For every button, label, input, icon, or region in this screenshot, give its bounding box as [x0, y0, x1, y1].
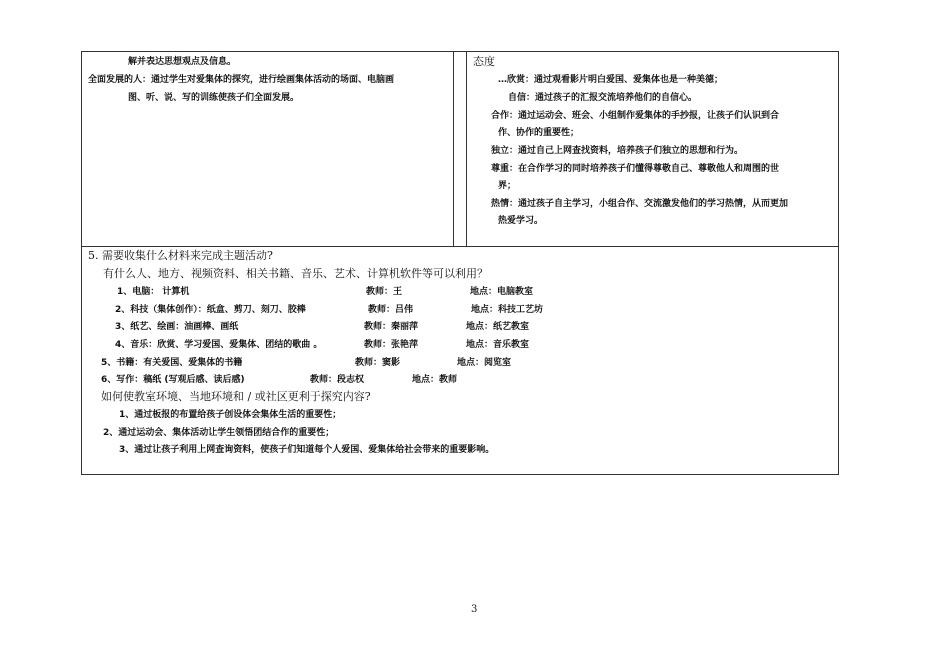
attitude-line: 界； [498, 181, 517, 191]
attitude-line: 热情：通过孩子自主学习，小组合作、交流激发他们的学习热情，从而更加 [491, 199, 789, 209]
section-subtitle: 有什么人、地方、视频资料、相关书籍、音乐、艺术、计算机软件等可以利用？ [103, 267, 488, 280]
environment-answer: 2、通过运动会、集体活动让学生领悟团结合作的重要性； [103, 428, 335, 438]
column-divider-left [453, 51, 454, 246]
environment-answer: 1、通过板报的布置给孩子创设体会集体生活的重要性； [119, 410, 342, 420]
attitude-line: 自信：通过孩子的汇报交流培养他们的自信心。 [508, 93, 698, 103]
resource-item: 6、写作：稿纸 (写观后感、读后感) [101, 375, 245, 385]
attitude-line: 合作：通过运动会、班会、小组制作爱集体的手抄报，让孩子们认识到合 [491, 111, 780, 121]
resource-teacher: 教师：窦影 [355, 358, 401, 368]
resource-place: 地点：教师 [412, 375, 458, 385]
resource-item: 2、科技（集体创作）：纸盒、剪刀、刻刀、胶棒 [115, 305, 306, 315]
left-cell-line-3: 图、听、说、写的训练使孩子们全面发展。 [128, 93, 300, 103]
resource-place: 地点：电脑教室 [470, 287, 534, 297]
column-divider-right [466, 51, 467, 246]
attitude-line: 作、协作的重要性； [498, 128, 580, 138]
resource-item: 5、书籍：有关爱国、爱集体的书籍 [101, 358, 243, 368]
resource-item: 1、电脑： 计算机 [117, 287, 190, 297]
section-title: 5. 需要收集什么材料来完成主题活动? [88, 249, 273, 262]
left-cell-line-1: 解并表达思想观点及信息。 [128, 57, 237, 67]
attitude-line: …欣赏：通过观看影片明白爱国、爱集体也是一种美德； [498, 75, 724, 85]
resource-teacher: 教师：秦丽萍 [364, 322, 419, 332]
resource-place: 地点：纸艺教室 [466, 322, 530, 332]
environment-answer: 3、通过让孩子利用上网查询资料，使孩子们知道每个人爱国、爱集体给社会带来的重要影响。 [119, 445, 495, 455]
resource-teacher: 教师：吕伟 [368, 305, 414, 315]
environment-question: 如何使教室环境、当地环境和 / 或社区更利于探究内容? [101, 390, 371, 403]
resource-place: 地点：音乐教室 [466, 340, 530, 350]
row-divider [81, 246, 839, 247]
resource-item: 3、纸艺、绘画：油画棒、画纸 [115, 322, 239, 332]
resource-teacher: 教师：王 [366, 287, 403, 297]
resource-place: 地点：科技工艺坊 [471, 305, 544, 315]
attitude-line: 热爱学习。 [498, 216, 544, 226]
right-cell-heading: 态度 [473, 55, 495, 68]
attitude-line: 尊重：在合作学习的同时培养孩子们懂得尊敬自己、尊敬他人和周围的世 [491, 164, 780, 174]
page-number: 3 [471, 604, 478, 615]
resource-item: 4、音乐：欣赏、学习爱国、爱集体、团结的歌曲 。 [115, 340, 323, 350]
resource-teacher: 教师：张艳萍 [364, 340, 419, 350]
resource-place: 地点：阅览室 [457, 358, 512, 368]
attitude-line: 独立：通过自己上网查找资料，培养孩子们独立的思想和行为。 [491, 146, 744, 156]
resource-teacher: 教师：段志权 [310, 375, 365, 385]
left-cell-line-2: 全面发展的人：通过学生对爱集体的探究，进行绘画集体活动的场面、电脑画 [88, 75, 395, 85]
